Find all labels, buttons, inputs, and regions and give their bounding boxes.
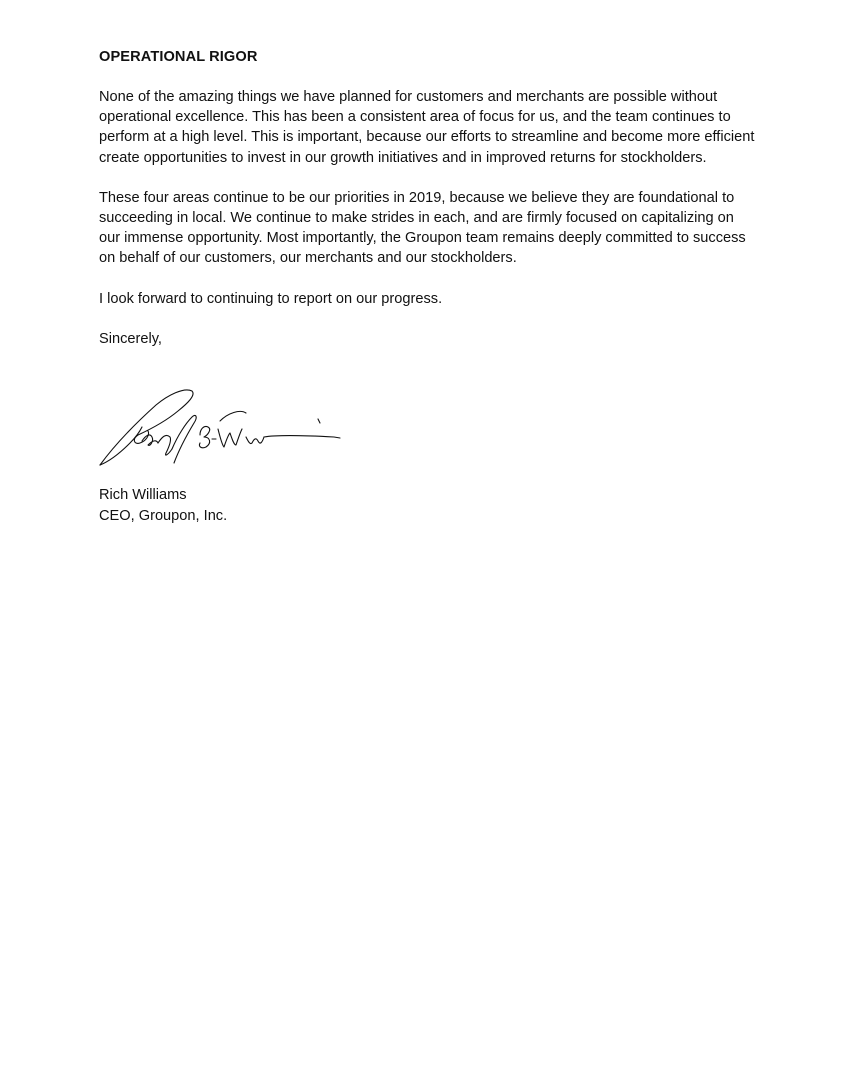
signer-title: CEO, Groupon, Inc. bbox=[99, 507, 228, 524]
signature-block bbox=[99, 485, 227, 526]
paragraph-look-forward: I look forward to continuing to report on our progress. bbox=[99, 290, 443, 307]
handwritten-signature bbox=[96, 383, 346, 473]
paragraph-operational-excellence: None of the amazing things we have planned for customers and merchants are possible without operational excellence. This has been a consistent area of focus for us, and the team continues to perform at a high level. This is important, because our efforts to streamline and become more efficient create opportunities to invest in our growth initiatives and in improved returns for stockholders. bbox=[99, 89, 755, 166]
paragraph-priorities: These four areas continue to be our priorities in 2019, because we believe they are foundational to succeeding in local. We continue to make strides in each, and are firmly focused on capitalizing on our immense opportunity. Most importantly, the Groupon team remains deeply committed to success on behalf of our customers, our merchants and our stockholders. bbox=[99, 189, 746, 267]
section-heading: OPERATIONAL RIGOR bbox=[99, 49, 258, 65]
letter-body bbox=[99, 47, 759, 349]
signer-name: Rich Williams bbox=[99, 487, 187, 503]
closing-salutation: Sincerely, bbox=[99, 330, 162, 347]
